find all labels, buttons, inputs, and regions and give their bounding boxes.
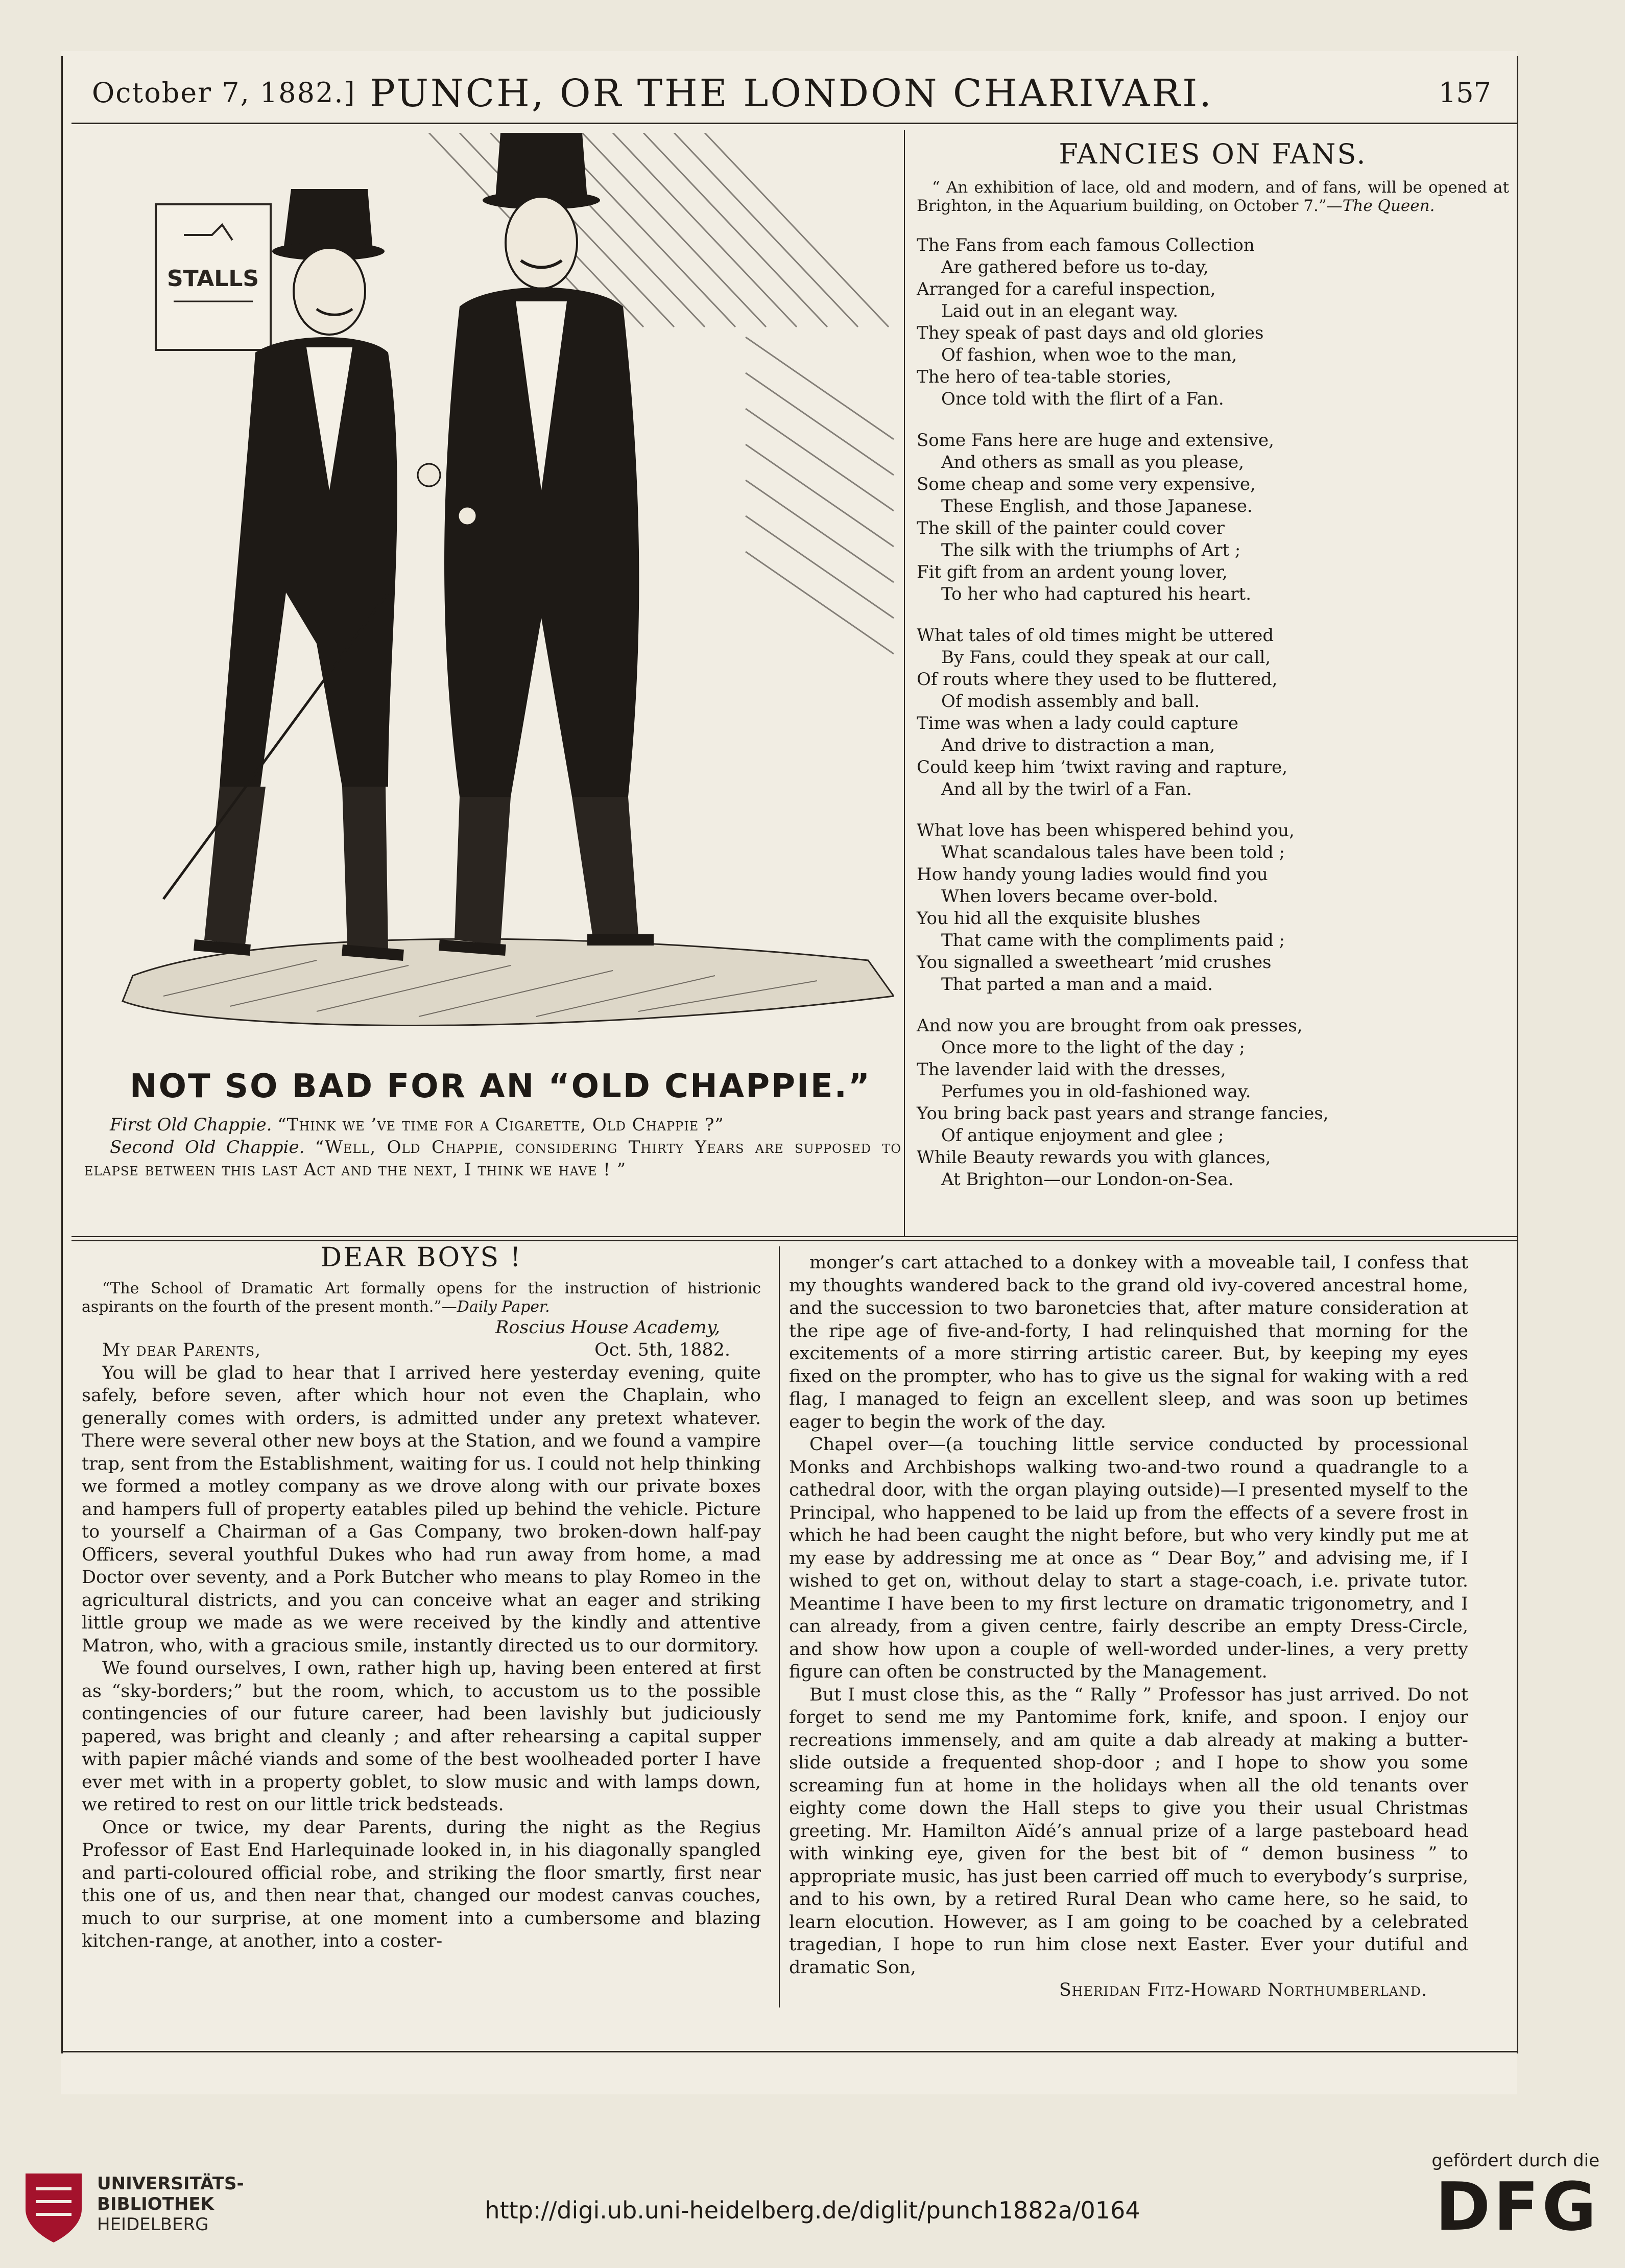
left-column-paragraphs [82, 1362, 761, 1953]
poem-line: Arranged for a careful inspection, [917, 279, 1216, 299]
poem-line: What scandalous tales have been told ; [941, 842, 1285, 863]
poem-line: You signalled a sweetheart ’mid crushes [917, 952, 1272, 973]
article-paragraph: But I must close this, as the “ Rally ” Professor has just arrived. Do not forget to send me my Pantomime fork, knife, and spoon. I enjoy our recreations immensely, and am quite a dab already at making a butter-slide outside a frequented shop-door ; and I hope to show you some screaming fun at home in the holidays when all the old tenants over eighty come down the Hall steps to give you their usual Christmas greeting. Mr. Hamilton Aïdé’s annual prize of a large pasteboard head with winking eye, given for the best bit of “ demon business ” to appropriate music, has just been carried off much to everybody’s surprise, and to his own, by a retired Rural Dean who came here, so he said, to learn elocution. However, as I am going to be coached by a celebrated tragedian, I hope to run him close next Easter. Ever your dutiful and dramatic Son, [789, 1684, 1468, 1978]
poem-line: Laid out in an elegant way. [941, 301, 1179, 321]
library-name-line-3: HEIDELBERG [97, 2214, 209, 2235]
page-header [82, 66, 1501, 123]
poem-line: That came with the compliments paid ; [941, 930, 1285, 951]
poem-line: The lavender laid with the dresses, [917, 1059, 1226, 1080]
poem-line: Some Fans here are huge and extensive, [917, 430, 1274, 451]
poem-line: Perfumes you in old-fashioned way. [941, 1081, 1251, 1102]
column-divider-top [904, 130, 905, 1236]
poem-line: Fit gift from an ardent young lover, [917, 562, 1228, 582]
poem-line: By Fans, could they speak at our call, [941, 647, 1271, 668]
cartoon-dialogue [84, 1114, 901, 1181]
poem-line: They speak of past days and old glories [917, 323, 1264, 343]
poem-line: Some cheap and some very expensive, [917, 474, 1256, 494]
speaker-second: Second Old Chappie. [110, 1137, 305, 1157]
header-rule [71, 123, 1517, 124]
poem-line: You bring back past years and strange fancies, [917, 1103, 1329, 1124]
poem-epigraph-text: “ An exhibition of lace, old and modern, and of fans, will be opened at Brighton, in the Aquarium building, on October 7.”— [917, 178, 1509, 215]
poem-line: Once told with the flirt of a Fan. [941, 389, 1224, 409]
frame-rule-bottom [61, 2051, 1518, 2052]
poem-line: And others as small as you please, [941, 452, 1245, 472]
funder-block [1431, 2151, 1599, 2246]
poem-line: These English, and those Japanese. [941, 496, 1253, 516]
second-gentleman-figure [439, 133, 654, 950]
stalls-sign-text: STALLS [166, 266, 259, 292]
right-column-paragraphs [789, 1251, 1468, 1979]
poem-line: At Brighton—our London-on-Sea. [941, 1169, 1234, 1190]
poem-line: The Fans from each famous Collection [917, 235, 1255, 255]
poem-line: Of routs where they used to be fluttered, [917, 669, 1278, 690]
article-epigraph [82, 1280, 761, 1316]
poem-line: The skill of the painter could cover [917, 518, 1225, 538]
poem-line: How handy young ladies would find you [917, 864, 1268, 885]
letter-address: Roscius House Academy, [495, 1317, 720, 1338]
poem-stanza [917, 430, 1509, 605]
poem-line: That parted a man and a maid. [941, 974, 1213, 995]
letter-heading [82, 1339, 761, 1362]
letter-salutation: My dear Parents, [102, 1340, 261, 1360]
frame-rule-right [1517, 56, 1518, 2053]
poem-line: What love has been whispered behind you, [917, 820, 1295, 841]
poem-line: Could keep him ’twixt raving and rapture, [917, 757, 1288, 777]
poem-stanzas [917, 234, 1509, 1191]
dfg-logo: DFG [1435, 2168, 1599, 2246]
poem-line: And now you are brought from oak presses, [917, 1015, 1303, 1036]
article-title: DEAR BOYS ! [320, 1242, 522, 1273]
page-number: 157 [1438, 77, 1491, 109]
poem-line: Of antique enjoyment and glee ; [941, 1125, 1224, 1146]
poem-line: While Beauty rewards you with glances, [917, 1147, 1271, 1168]
poem-title: FANCIES ON FANS. [1059, 138, 1367, 170]
poem-stanza [917, 234, 1509, 410]
dialogue-text-1: “Think we ’ve time for a Cigarette, Old Chappie ?” [277, 1115, 724, 1135]
article-paragraph: Once or twice, my dear Parents, during the night as the Regius Professor of East End Harlequinade looked in, in his diagonally spangled and parti-coloured official robe, and striking the floor smartly, first near this one of us, and then near that, changed our modest canvas couches, much to our surprise, at one moment into a cumbersome and blazing kitchen-range, at another, into a coster- [82, 1817, 761, 1951]
library-name-line-1: UNIVERSITÄTS- [97, 2174, 244, 2194]
poem-line: The silk with the triumphs of Art ; [941, 540, 1241, 560]
poem-line: When lovers became over-bold. [941, 886, 1218, 907]
stalls-sign [156, 204, 271, 350]
article-paragraph: We found ourselves, I own, rather high up, having been entered at first as “sky-borders;” but the room, which, to accustom us to the possible contingencies of our future career, had been lavishly but judiciously papered, was bright and cleanly ; and after rehearsing a capital supper with papier mâché viands and some of the best woolheaded porter I have ever met with in a property goblet, to slow music and with lamps down, we retired to rest on our little trick bedsteads. [82, 1658, 761, 1815]
library-name-line-2: BIBLIOTHEK [97, 2194, 214, 2214]
frame-rule-left [61, 56, 63, 2053]
poem-line: Of modish assembly and ball. [941, 691, 1200, 712]
speaker-first: First Old Chappie. [110, 1115, 272, 1135]
article-epigraph-source: Daily Paper. [457, 1297, 550, 1316]
dialogue-line-2 [84, 1136, 901, 1181]
dialogue-line-1 [84, 1114, 901, 1136]
section-rule-double [71, 1240, 1517, 1241]
article-paragraph: monger’s cart attached to a donkey with a moveable tail, I confess that my thoughts wandered back to the grand old ivy-covered ancestral home, and the succession to two baronetcies that, after mature consideration at the ripe age of five-and-forty, I had relinquished that morning for the excitements of a more stirring artistic career. But, by keeping my eyes fixed on the prompter, who has to give us the signal for waking with a red flag, I managed to feign an excellent sleep, and was soon up betimes eager to begin the work of the day. [789, 1253, 1468, 1432]
funder-note: gefördert durch die [1431, 2151, 1599, 2171]
poem-line: You hid all the exquisite blushes [917, 908, 1201, 929]
dialogue-text-2: “Well, Old Chappie, considering Thirty Years are supposed to elapse between this last Act and the next, I think we have ! ” [84, 1137, 901, 1180]
poem-line: To her who had captured his heart. [941, 584, 1252, 604]
poem-fancies-on-fans [917, 138, 1509, 1191]
cartoon-illustration [102, 133, 894, 1052]
cartoon-caption-title: NOT SO BAD FOR AN “OLD CHAPPIE.” [130, 1068, 871, 1105]
letter-signature: Sheridan Fitz-Howard Northumberland. [1059, 1980, 1427, 2000]
poem-line: What tales of old times might be uttered [917, 625, 1274, 646]
poem-stanza [917, 625, 1509, 800]
article-dear-boys-left-column [82, 1242, 761, 1953]
article-paragraph: You will be glad to hear that I arrived here yesterday evening, quite safely, before seven, after which hour not even the Chaplain, who generally comes with orders, is admitted under any pretext whatever. There were several other new boys at the Station, and we found a vampire trap, sent from the Establishment, waiting for us. I could not help thinking we formed a motley company as we drove along with our private boxes and hampers full of property eatables piled up behind the vehicle. Picture to yourself a Chairman of a Gas Company, two broken-down half-pay Officers, several youthful Dukes who had run away from home, a mad Doctor over seventy, and a Pork Butcher who means to play Romeo in the agricultural districts, and you can conceive what an eager and striking little group we made as we were received by the kindly and attentive Matron, who, with a gracious smile, instantly directed us to our dormitory. [82, 1362, 761, 1656]
article-dear-boys-right-column [789, 1251, 1468, 2002]
section-rule [71, 1236, 1517, 1237]
poem-line: The hero of tea-table stories, [917, 367, 1172, 387]
poem-line: Are gathered before us to-day, [941, 257, 1209, 277]
issue-date: October 7, 1882.] [92, 77, 356, 109]
poem-stanza [917, 1015, 1509, 1191]
poem-epigraph-source: The Queen. [1342, 197, 1435, 215]
poem-line: Of fashion, when woe to the man, [941, 345, 1237, 365]
source-url-link[interactable]: http://digi.ub.uni-heidelberg.de/diglit/punch1882a/0164 [485, 2196, 1140, 2224]
poem-line: And drive to distraction a man, [941, 735, 1215, 755]
article-epigraph-text: “The School of Dramatic Art formally opens for the instruction of histrionic aspirants on the fourth of the present month.”— [82, 1279, 761, 1316]
poem-stanza [917, 820, 1509, 996]
magazine-title: PUNCH, OR THE LONDON CHARIVARI. [370, 72, 1213, 115]
poem-line: Once more to the light of the day ; [941, 1037, 1245, 1058]
poem-epigraph [917, 178, 1509, 215]
letter-date: Oct. 5th, 1882. [594, 1340, 730, 1360]
poem-line: Time was when a lady could capture [917, 713, 1239, 734]
article-paragraph: Chapel over—(a touching little service conducted by processional Monks and Archbishops walking two-and-two round a quadrangle to a cathedral door, with the organ playing outside)—I presented myself to the Principal, who happened to be laid up from the effects of a severe frost in which he had been caught the night before, but who very kindly put me at my ease by addressing me at once as “ Dear Boy,” and advising me, if I wished to get on, without delay to start a stage-coach, i.e. private tutor. Meantime I have been to my first lecture on dramatic trigonometry, and I can already, from a given centre, fairly describe an empty Dress-Circle, and show how upon a couple of well-worded under-lines, a very pretty figure can often be constructed by the Management. [789, 1434, 1468, 1682]
poem-line: And all by the twirl of a Fan. [941, 779, 1192, 799]
column-divider-bottom [779, 1246, 780, 2007]
